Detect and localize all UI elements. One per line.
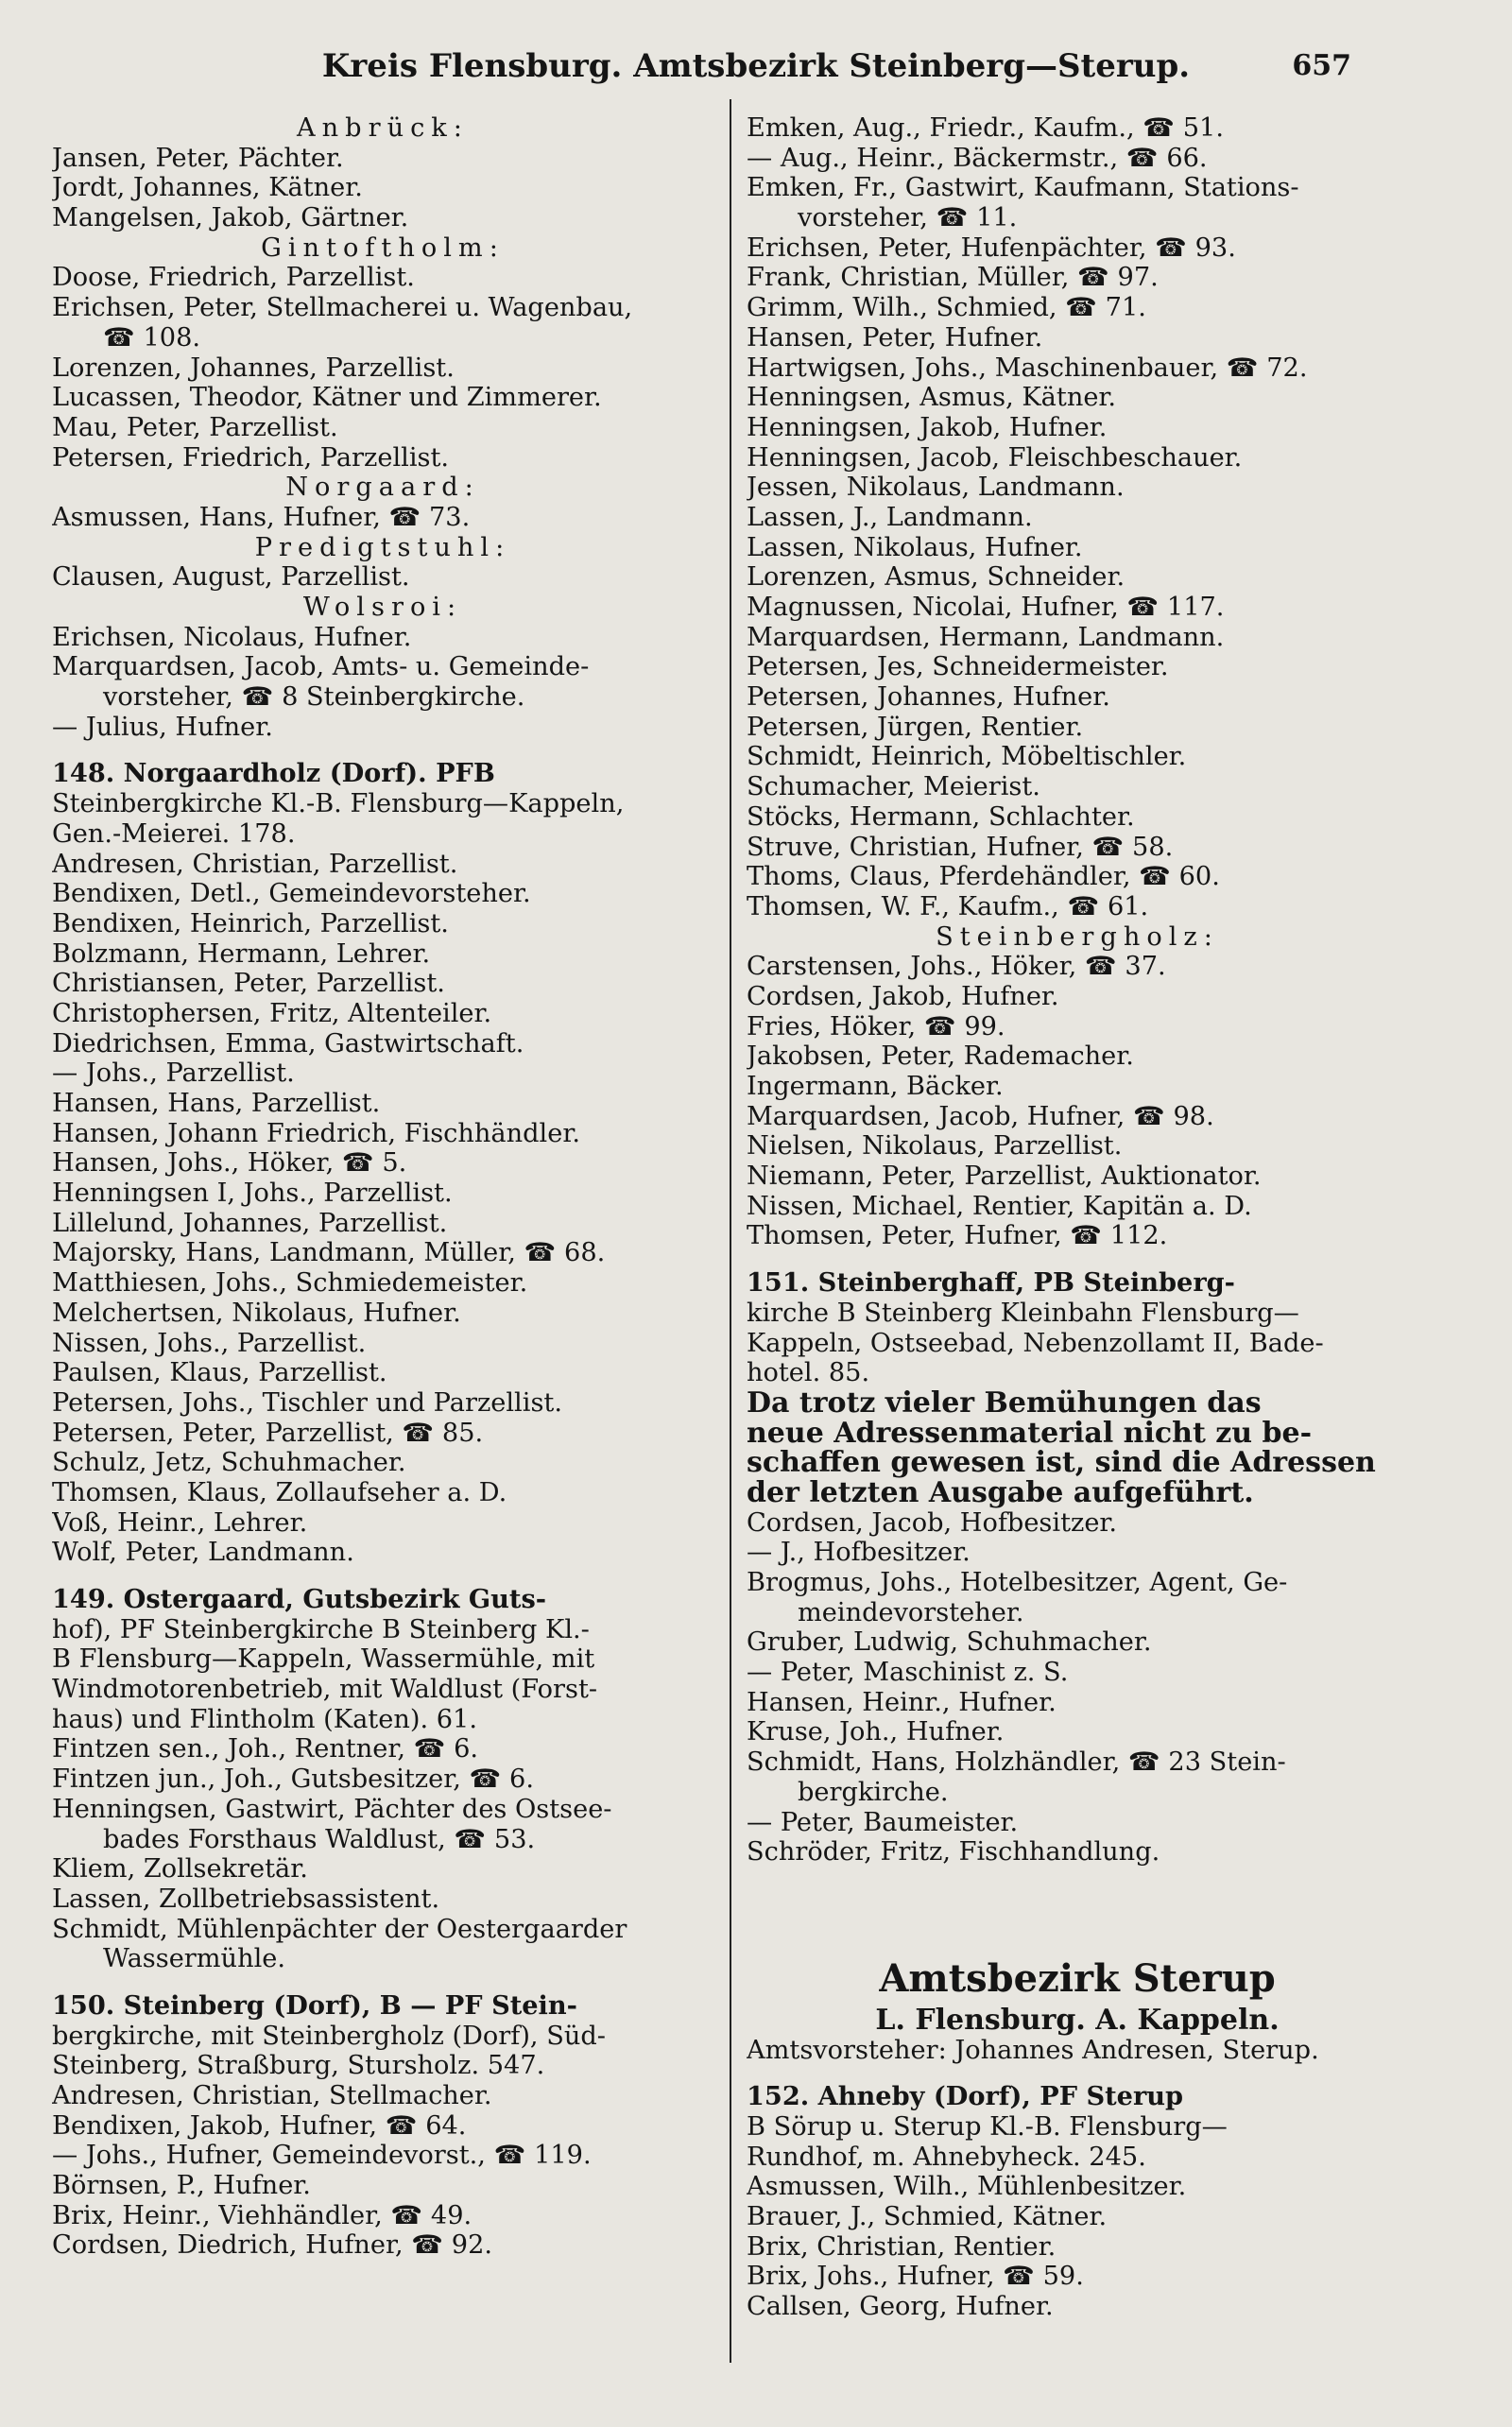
directory-line: Bendixen, Jakob, Hufner, ☎ 64.	[52, 2110, 467, 2141]
directory-line: der letzten Ausgabe aufgeführt.	[747, 1477, 1254, 1508]
directory-line: Paulsen, Klaus, Parzellist.	[52, 1358, 387, 1388]
directory-line: Callsen, Georg, Hufner.	[747, 2292, 1054, 2322]
place-entry-heading: 150. Steinberg (Dorf), B — PF Stein-	[52, 1990, 577, 2021]
directory-line: Majorsky, Hans, Landmann, Müller, ☎ 68.	[52, 1238, 606, 1268]
directory-line: Henningsen, Asmus, Kätner.	[747, 383, 1117, 413]
directory-line: — Peter, Maschinist z. S.	[747, 1658, 1069, 1688]
directory-line: Henningsen, Gastwirt, Pächter des Ostsee-	[52, 1794, 612, 1824]
directory-line: Henningsen, Jacob, Fleischbeschauer.	[747, 442, 1243, 473]
directory-line: Magnussen, Nicolai, Hufner, ☎ 117.	[747, 593, 1225, 622]
spacer	[747, 1868, 1408, 1953]
spacer	[52, 742, 713, 759]
directory-line: Lorenzen, Asmus, Schneider.	[747, 562, 1125, 593]
directory-line: B Flensburg—Kappeln, Wassermühle, mit	[52, 1644, 595, 1675]
directory-line: Erichsen, Peter, Hufenpächter, ☎ 93.	[747, 232, 1236, 263]
directory-line: Asmussen, Wilh., Mühlenbesitzer.	[747, 2172, 1187, 2202]
directory-line: Schumacher, Meierist.	[747, 772, 1040, 802]
directory-line: Schmidt, Hans, Holzhändler, ☎ 23 Stein-	[747, 1747, 1286, 1778]
directory-line: Hansen, Johann Friedrich, Fischhändler.	[52, 1118, 580, 1148]
place-entry-heading: 151. Steinberghaff, PB Steinberg-	[747, 1268, 1235, 1299]
directory-line: Bendixen, Heinrich, Parzellist.	[52, 908, 449, 938]
directory-line: Lassen, Nikolaus, Hufner.	[747, 532, 1083, 562]
directory-line: Lassen, J., Landmann.	[747, 502, 1033, 532]
directory-line: Thoms, Claus, Pferdehändler, ☎ 60.	[747, 862, 1220, 892]
directory-line: Petersen, Friedrich, Parzellist.	[52, 442, 450, 473]
directory-line: Schmidt, Heinrich, Möbeltischler.	[747, 742, 1187, 772]
directory-line: — Johs., Hufner, Gemeindevorst., ☎ 119.	[52, 2141, 592, 2171]
directory-line: Steinberg, Straßburg, Stursholz. 547.	[52, 2051, 545, 2081]
directory-line: Niemann, Peter, Parzellist, Auktionator.	[747, 1162, 1262, 1192]
directory-line: Hansen, Hans, Parzellist.	[52, 1089, 381, 1118]
directory-line: Wolf, Peter, Landmann.	[52, 1538, 354, 1568]
directory-line: Bolzmann, Hermann, Lehrer.	[52, 938, 431, 969]
directory-line: Emken, Fr., Gastwirt, Kaufmann, Stations-	[747, 173, 1299, 203]
locality-heading: Predigtstuhl:	[254, 532, 511, 562]
directory-line: Christiansen, Peter, Parzellist.	[52, 969, 445, 999]
directory-line: Fries, Höker, ☎ 99.	[747, 1011, 1005, 1041]
directory-line: Kruse, Joh., Hufner.	[747, 1717, 1005, 1747]
directory-line: Thomsen, Peter, Hufner, ☎ 112.	[747, 1221, 1168, 1251]
directory-line: Frank, Christian, Müller, ☎ 97.	[747, 263, 1159, 293]
directory-line: Marquardsen, Hermann, Landmann.	[747, 622, 1225, 652]
directory-line: Stöcks, Hermann, Schlachter.	[747, 801, 1135, 832]
directory-line: Lillelund, Johannes, Parzellist.	[52, 1208, 448, 1238]
directory-line: Brix, Heinr., Viehhändler, ☎ 49.	[52, 2200, 472, 2230]
directory-line: Hartwigsen, Johs., Maschinenbauer, ☎ 72.	[747, 353, 1308, 383]
directory-line: Carstensen, Johs., Höker, ☎ 37.	[747, 952, 1166, 982]
locality-heading: Wolsroi:	[302, 593, 463, 622]
directory-line: Windmotorenbetrieb, mit Waldlust (Forst-	[52, 1675, 598, 1705]
directory-line: Struve, Christian, Hufner, ☎ 58.	[747, 832, 1174, 862]
directory-line: Ingermann, Bäcker.	[747, 1072, 1004, 1101]
directory-line: bergkirche, mit Steinbergholz (Dorf), Süd-	[52, 2021, 606, 2051]
directory-line: Brogmus, Johs., Hotelbesitzer, Agent, Ge-	[747, 1568, 1288, 1597]
directory-line: Christophersen, Fritz, Altenteiler.	[52, 998, 492, 1028]
directory-line: Kliem, Zollsekretär.	[52, 1854, 308, 1885]
directory-line: Cordsen, Jakob, Hufner.	[747, 981, 1059, 1011]
directory-line: Erichsen, Nicolaus, Hufner.	[52, 622, 412, 652]
directory-line: Nissen, Michael, Rentier, Kapitän a. D.	[747, 1191, 1252, 1221]
directory-line: Erichsen, Peter, Stellmacherei u. Wagenbau,	[52, 293, 633, 323]
directory-line: Andresen, Christian, Parzellist.	[52, 849, 458, 879]
locality-heading: Gintoftholm:	[261, 232, 505, 263]
directory-line: Amtsvorsteher: Johannes Andresen, Sterup.	[747, 2035, 1319, 2065]
directory-line: Cordsen, Jacob, Hofbesitzer.	[747, 1507, 1118, 1538]
place-entry-heading: 148. Norgaardholz (Dorf). PFB	[52, 759, 495, 789]
directory-line: Brauer, J., Schmied, Kätner.	[747, 2202, 1108, 2231]
directory-line: Gruber, Ludwig, Schuhmacher.	[747, 1627, 1152, 1658]
directory-line: Diedrichsen, Emma, Gastwirtschaft.	[52, 1028, 524, 1059]
locality-heading: Steinbergholz:	[936, 921, 1219, 952]
directory-line: Wassermühle.	[103, 1944, 286, 1974]
directory-line: Lorenzen, Johannes, Parzellist.	[52, 353, 455, 383]
directory-line: hotel. 85.	[747, 1358, 870, 1388]
directory-line: Schulz, Jetz, Schuhmacher.	[52, 1448, 406, 1478]
directory-line: Marquardsen, Jacob, Hufner, ☎ 98.	[747, 1101, 1214, 1131]
directory-line: hof), PF Steinbergkirche B Steinberg Kl.-	[52, 1614, 590, 1644]
page-header: Kreis Flensburg. Amtsbezirk Steinberg—Sterup.	[321, 47, 1191, 85]
directory-line: Da trotz vieler Bemühungen das	[747, 1387, 1262, 1419]
directory-line: Petersen, Johs., Tischler und Parzellist.	[52, 1387, 562, 1418]
directory-line: Jakobsen, Peter, Rademacher.	[747, 1041, 1134, 1072]
directory-line: — Aug., Heinr., Bäckermstr., ☎ 66.	[747, 143, 1208, 173]
column-divider	[730, 99, 731, 2363]
directory-line: schaffen gewesen ist, sind die Adressen	[747, 1448, 1376, 1478]
directory-line: Petersen, Peter, Parzellist, ☎ 85.	[52, 1418, 484, 1448]
directory-line: Clausen, August, Parzellist.	[52, 562, 410, 593]
directory-line: Thomsen, W. F., Kaufm., ☎ 61.	[747, 891, 1149, 921]
directory-line: Henningsen, Jakob, Hufner.	[747, 412, 1108, 442]
directory-line: Hansen, Johs., Höker, ☎ 5.	[52, 1148, 407, 1179]
directory-line: — Johs., Parzellist.	[52, 1059, 295, 1089]
place-entry-heading: 149. Ostergaard, Gutsbezirk Guts-	[52, 1585, 547, 1614]
directory-line: — Peter, Baumeister.	[747, 1807, 1019, 1837]
directory-line: L. Flensburg. A. Kappeln.	[875, 2005, 1280, 2036]
directory-line: kirche B Steinberg Kleinbahn Flensburg—	[747, 1298, 1299, 1328]
directory-line: bades Forsthaus Waldlust, ☎ 53.	[103, 1824, 536, 1854]
locality-heading: Norgaard:	[285, 473, 480, 503]
directory-line: Brix, Johs., Hufner, ☎ 59.	[747, 2262, 1084, 2292]
directory-line: Hansen, Peter, Hufner.	[747, 322, 1043, 353]
directory-line: haus) und Flintholm (Katen). 61.	[52, 1704, 477, 1734]
directory-line: Voß, Heinr., Lehrer.	[52, 1507, 308, 1538]
directory-line: Petersen, Jes, Schneidermeister.	[747, 652, 1169, 682]
spacer	[52, 1568, 713, 1585]
directory-line: B Sörup u. Sterup Kl.-B. Flensburg—	[747, 2111, 1228, 2142]
directory-line: Kappeln, Ostseebad, Nebenzollamt II, Bade-	[747, 1328, 1324, 1358]
directory-line: — J., Hofbesitzer.	[747, 1538, 971, 1568]
directory-line: Bendixen, Detl., Gemeindevorsteher.	[52, 879, 531, 909]
directory-line: neue Adressenmaterial nicht zu be-	[747, 1418, 1313, 1449]
directory-line: Fintzen sen., Joh., Rentner, ☎ 6.	[52, 1734, 479, 1764]
directory-line: Nissen, Johs., Parzellist.	[52, 1328, 367, 1358]
directory-line: Mau, Peter, Parzellist.	[52, 412, 338, 442]
directory-line: Mangelsen, Jakob, Gärtner.	[52, 203, 409, 233]
place-entry-heading: 152. Ahneby (Dorf), PF Sterup	[747, 2082, 1184, 2112]
spacer	[747, 1251, 1408, 1268]
directory-line: Henningsen I, Johs., Parzellist.	[52, 1179, 453, 1209]
directory-line: Melchertsen, Nikolaus, Hufner.	[52, 1298, 461, 1328]
directory-line: Marquardsen, Jacob, Amts- u. Gemeinde-	[52, 652, 590, 682]
directory-line: Asmussen, Hans, Hufner, ☎ 73.	[52, 502, 471, 532]
directory-line: Andresen, Christian, Stellmacher.	[52, 2081, 492, 2110]
directory-line: Schröder, Fritz, Fischhandlung.	[747, 1837, 1160, 1868]
spacer	[747, 2065, 1408, 2082]
right-column	[747, 113, 1408, 2322]
spacer	[52, 1974, 713, 1991]
directory-line: Thomsen, Klaus, Zollaufseher a. D.	[52, 1477, 507, 1507]
directory-line: Lucassen, Theodor, Kätner und Zimmerer.	[52, 383, 602, 413]
directory-line: Gen.-Meierei. 178.	[52, 818, 296, 849]
page-number: 657	[1292, 49, 1351, 82]
directory-line: vorsteher, ☎ 8 Steinbergkirche.	[103, 682, 525, 713]
directory-line: bergkirche.	[798, 1777, 949, 1807]
directory-line: Fintzen jun., Joh., Gutsbesitzer, ☎ 6.	[52, 1764, 534, 1795]
directory-line: Hansen, Heinr., Hufner.	[747, 1687, 1057, 1717]
directory-line: Grimm, Wilh., Schmied, ☎ 71.	[747, 293, 1146, 323]
directory-line: Lassen, Zollbetriebsassistent.	[52, 1884, 440, 1914]
directory-line: meindevorsteher.	[798, 1597, 1024, 1627]
directory-line: Petersen, Johannes, Hufner.	[747, 682, 1110, 713]
directory-line: — Julius, Hufner.	[52, 712, 273, 742]
locality-heading: Anbrück:	[297, 113, 469, 143]
directory-line: Jessen, Nikolaus, Landmann.	[747, 473, 1125, 503]
directory-line: Emken, Aug., Friedr., Kaufm., ☎ 51.	[747, 113, 1224, 143]
directory-line: Doose, Friedrich, Parzellist.	[52, 263, 415, 293]
left-column	[52, 113, 713, 2261]
directory-line: Börnsen, P., Hufner.	[52, 2171, 311, 2201]
directory-line: Matthiesen, Johs., Schmiedemeister.	[52, 1268, 528, 1299]
directory-line: Rundhof, m. Ahnebyheck. 245.	[747, 2142, 1146, 2172]
directory-line: Petersen, Jürgen, Rentier.	[747, 712, 1084, 742]
directory-line: Brix, Christian, Rentier.	[747, 2231, 1057, 2262]
directory-line: Nielsen, Nikolaus, Parzellist.	[747, 1131, 1123, 1162]
directory-line: Jansen, Peter, Pächter.	[52, 143, 344, 173]
directory-line: Cordsen, Diedrich, Hufner, ☎ 92.	[52, 2230, 493, 2261]
directory-line: ☎ 108.	[103, 322, 201, 353]
directory-line: vorsteher, ☎ 11.	[798, 203, 1018, 233]
directory-line: Schmidt, Mühlenpächter der Oestergaarder	[52, 1914, 627, 1944]
district-heading: Amtsbezirk Sterup	[879, 1955, 1276, 2001]
directory-line: Steinbergkirche Kl.-B. Flensburg—Kappeln,	[52, 789, 625, 819]
directory-line: Jordt, Johannes, Kätner.	[52, 173, 363, 203]
